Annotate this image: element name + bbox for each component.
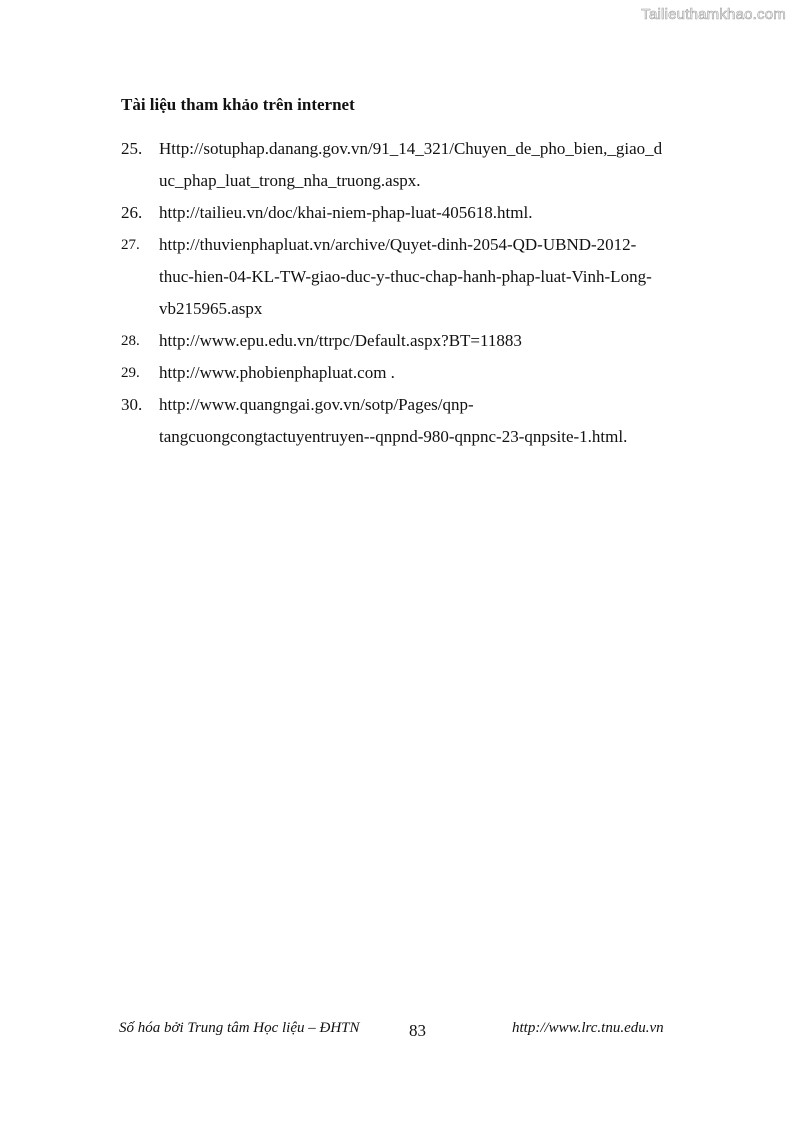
section-heading: Tài liệu tham khảo trên internet (121, 95, 355, 114)
reference-list (121, 133, 721, 453)
reference-item-29 (121, 357, 721, 389)
footer-credit: Số hóa bởi Trung tâm Học liệu – ĐHTN (119, 1020, 360, 1036)
watermark-text: Tailieuthamkhao.com (641, 6, 786, 23)
reference-number: 30. (121, 395, 143, 414)
reference-link[interactable]: http://www.epu.edu.vn/ttrpc/Default.aspx?BT=11883 (159, 331, 522, 350)
page-number: 83 (409, 1021, 426, 1040)
reference-item-26 (121, 197, 721, 229)
page-footer (119, 1020, 679, 1044)
footer-url[interactable]: http://www.lrc.tnu.edu.vn (512, 1020, 664, 1036)
reference-link[interactable]: http://thuvienphapluat.vn/archive/Quyet-dinh-2054-QD-UBND-2012- thuc-hien-04-KL-TW-giao-duc-y-thuc-chap-hanh-phap-luat-Vinh-Long- vb215965.aspx (159, 235, 652, 318)
reference-item-30 (121, 389, 721, 453)
reference-link[interactable]: Http://sotuphap.danang.gov.vn/91_14_321/Chuyen_de_pho_bien,_giao_d uc_phap_luat_trong_nha_truong.aspx. (159, 139, 663, 190)
reference-item-28 (121, 325, 721, 357)
reference-number: 28. (121, 333, 140, 349)
reference-link[interactable]: http://tailieu.vn/doc/khai-niem-phap-luat-405618.html. (159, 203, 533, 222)
reference-number: 25. (121, 139, 143, 158)
reference-number: 26. (121, 203, 143, 222)
reference-number: 27. (121, 237, 140, 253)
reference-link[interactable]: http://www.phobienphapluat.com . (159, 363, 395, 382)
reference-number: 29. (121, 365, 140, 381)
reference-item-25 (121, 133, 721, 197)
reference-item-27 (121, 229, 721, 325)
reference-link[interactable]: http://www.quangngai.gov.vn/sotp/Pages/qnp- tangcuongcongtactuyentruyen--qnpnd-980-qnpnc-23-qnpsite-1.html. (159, 395, 628, 446)
